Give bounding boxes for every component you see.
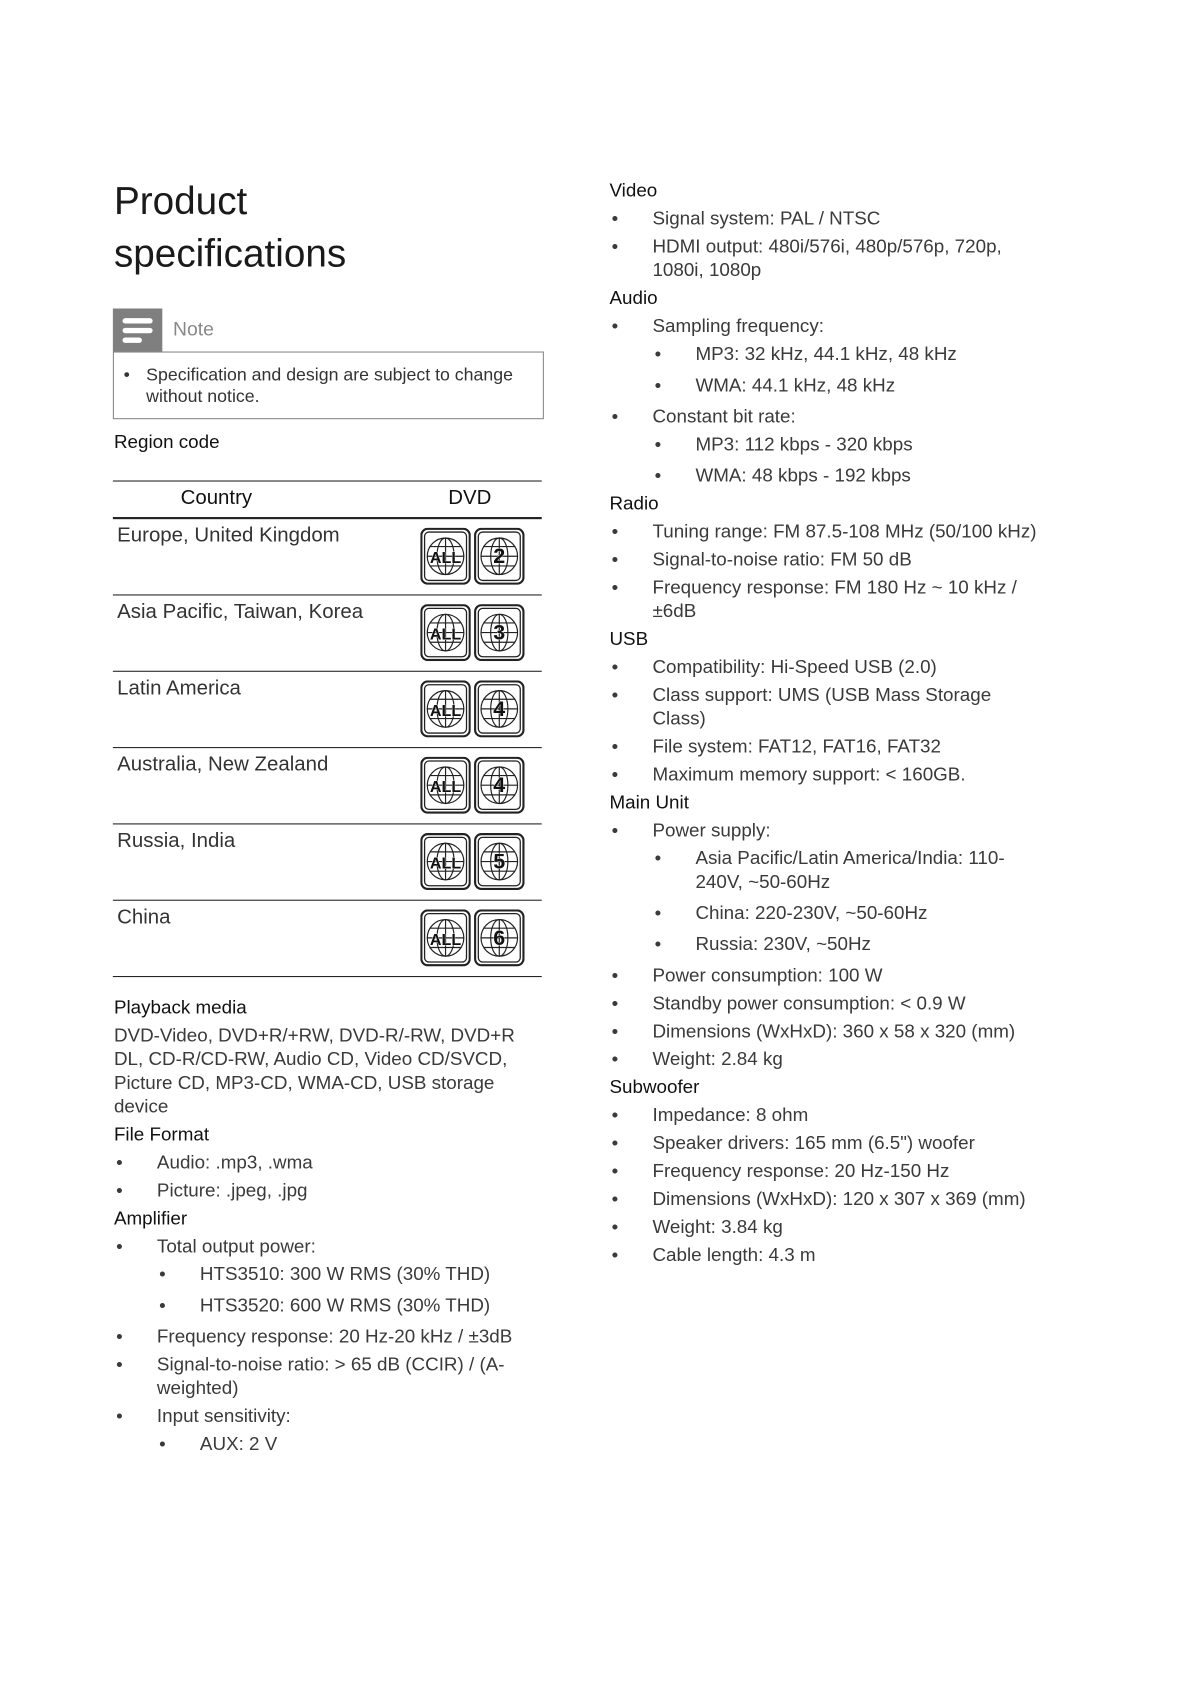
sub-list-item [652, 932, 1039, 956]
list-item-text: Frequency response: FM 180 Hz ~ 10 kHz / ±6dB [652, 576, 1017, 622]
list-item-text: Signal-to-noise ratio: FM 50 dB [652, 548, 912, 570]
list-item [114, 1178, 544, 1202]
sub-list-item-text: WMA: 44.1 kHz, 48 kHz [695, 374, 896, 396]
table-row [113, 824, 542, 900]
title-line-1: Product [113, 178, 248, 223]
bullet: • [611, 235, 619, 257]
list-item [609, 1159, 1039, 1183]
list-item [609, 1131, 1039, 1155]
note-header [113, 308, 543, 351]
section-heading: File Format [113, 1123, 210, 1145]
list-item-text: Power supply: [652, 819, 771, 841]
list-item [609, 206, 1039, 230]
sub-list-item-text: HTS3510: 300 W RMS (30% THD) [199, 1263, 491, 1285]
list-item-text: Signal system: PAL / NTSC [652, 207, 881, 229]
bullet: • [654, 374, 662, 396]
header-country: Country [180, 486, 253, 510]
section-heading: Video [609, 179, 658, 202]
sub-list [157, 1262, 544, 1317]
bullet: • [611, 735, 619, 757]
section-heading: Main Unit [609, 791, 689, 813]
bullet: • [654, 464, 662, 486]
spec-list [609, 519, 1039, 622]
list-item-text: Power consumption: 100 W [652, 964, 883, 986]
list-item-text: Input sensitivity: [156, 1404, 291, 1427]
list-item-text: Cable length: 4.3 m [652, 1243, 816, 1266]
bullet: • [611, 763, 619, 785]
bullet: • [611, 1159, 619, 1182]
country-cell: Asia Pacific, Taiwan, Korea [117, 600, 364, 624]
list-item-text: Audio: .mp3, .wma [156, 1151, 313, 1173]
dvd-region-icons [420, 909, 524, 971]
country-cell: Latin America [117, 677, 241, 700]
bullet: • [611, 1020, 619, 1042]
list-item-text: Maximum memory support: < 160GB. [652, 763, 966, 785]
list-item [114, 1234, 544, 1317]
list-item [114, 1324, 544, 1348]
table-row [113, 748, 542, 824]
region-4-globe-icon [474, 757, 525, 819]
bullet: • [611, 405, 619, 427]
sub-list-item-text: China: 220-230V, ~50-60Hz [695, 901, 928, 924]
bullet: • [611, 1187, 619, 1210]
header-dvd: DVD [448, 486, 492, 510]
list-item [609, 404, 1039, 487]
table-header [113, 480, 542, 519]
list-item-text: Total output power: [156, 1235, 316, 1257]
sub-list-item-text: MP3: 32 kHz, 44.1 kHz, 48 kHz [695, 342, 957, 365]
spec-list [114, 1234, 544, 1455]
svg-text:ALL: ALL [429, 930, 462, 949]
spec-list [609, 655, 1039, 786]
bullet: • [116, 1235, 123, 1257]
right-column-specs [609, 178, 1039, 1266]
svg-text:ALL: ALL [429, 701, 462, 720]
sub-list [652, 342, 1039, 397]
sub-list-item [652, 463, 1039, 487]
bullet: • [159, 1432, 166, 1455]
list-item [609, 519, 1039, 543]
section-heading: Radio [609, 492, 659, 514]
svg-text:2: 2 [493, 544, 506, 569]
bullet: • [116, 1325, 123, 1347]
svg-text:ALL: ALL [429, 625, 462, 644]
dvd-region-icons [420, 604, 524, 666]
table-row [113, 901, 542, 977]
sub-list-item [652, 846, 1039, 893]
region-4-globe-icon [474, 680, 525, 742]
table-row [113, 672, 542, 748]
list-item [114, 1352, 544, 1399]
bullet: • [611, 207, 619, 229]
sub-list-item-text: HTS3520: 600 W RMS (30% THD) [199, 1294, 491, 1316]
list-item [609, 734, 1039, 758]
dvd-region-icons [420, 680, 524, 742]
list-item [609, 1103, 1039, 1127]
list-item [609, 1215, 1039, 1239]
bullet: • [611, 683, 619, 706]
spec-list [609, 206, 1039, 281]
region-5-globe-icon [474, 833, 525, 895]
svg-text:ALL: ALL [429, 778, 462, 797]
list-item-text: Weight: 3.84 kg [652, 1215, 783, 1238]
region-6-globe-icon [474, 909, 525, 971]
spec-list [609, 1103, 1039, 1266]
note-text: Specification and design are subject to change without notice. [146, 365, 513, 407]
list-item [609, 547, 1039, 571]
dvd-region-icons [420, 757, 524, 819]
sub-list-item [652, 901, 1039, 925]
bullet: • [611, 1048, 619, 1070]
region-code-heading: Region code [113, 431, 220, 453]
country-cell: Russia, India [117, 829, 236, 853]
list-item-text: Dimensions (WxHxD): 120 x 307 x 369 (mm) [652, 1187, 1026, 1210]
dvd-region-icons [420, 833, 524, 895]
sub-list-item [652, 432, 1039, 456]
svg-text:3: 3 [493, 620, 506, 645]
list-item-text: Class support: UMS (USB Mass Storage Class) [652, 683, 992, 729]
list-item-text: HDMI output: 480i/576i, 480p/576p, 720p, 1080i, 1080p [652, 235, 1002, 281]
list-item [609, 1019, 1039, 1043]
section-heading: Amplifier [113, 1207, 188, 1229]
list-item-text: Compatibility: Hi-Speed USB (2.0) [652, 655, 937, 678]
bullet: • [611, 520, 619, 542]
table-row [113, 519, 542, 595]
bullet: • [611, 819, 619, 841]
sub-list-item-text: AUX: 2 V [199, 1432, 278, 1455]
bullet: • [611, 314, 619, 337]
list-item [609, 575, 1039, 622]
bullet: • [159, 1294, 166, 1316]
bullet: • [611, 1243, 619, 1266]
bullet: • [654, 847, 662, 869]
region-all-globe-icon [420, 833, 471, 895]
region-code-table [113, 480, 542, 977]
list-item [609, 314, 1039, 397]
bullet: • [611, 992, 619, 1014]
table-row [113, 595, 542, 671]
section-paragraph: DVD-Video, DVD+R/+RW, DVD-R/-RW, DVD+R DL, CD-R/CD-RW, Audio CD, Video CD/SVCD, Picture CD, MP3-CD, WMA-CD, USB storage device [113, 1024, 515, 1117]
sub-list-item [157, 1262, 544, 1286]
section-heading: Subwoofer [609, 1075, 700, 1098]
bullet: • [611, 548, 619, 570]
list-item [609, 991, 1039, 1015]
list-item-text: Frequency response: 20 Hz-150 Hz [652, 1159, 950, 1182]
list-item-text: Tuning range: FM 87.5-108 MHz (50/100 kHz) [652, 520, 1037, 542]
bullet: • [611, 655, 619, 678]
spec-list [609, 314, 1039, 487]
page-title [114, 174, 346, 279]
list-item-text: Weight: 2.84 kg [652, 1048, 783, 1070]
list-item [609, 1047, 1039, 1071]
list-item-text: File system: FAT12, FAT16, FAT32 [652, 735, 941, 757]
list-item-text: Constant bit rate: [652, 405, 796, 427]
region-all-globe-icon [420, 909, 471, 971]
svg-text:ALL: ALL [429, 549, 462, 568]
bullet: • [611, 1215, 619, 1238]
bullet: • [611, 1103, 619, 1126]
svg-text:4: 4 [493, 773, 506, 798]
list-item [609, 234, 1039, 281]
list-item-text: Impedance: 8 ohm [652, 1103, 809, 1126]
country-cell: Australia, New Zealand [117, 753, 329, 777]
bullet: • [611, 1131, 619, 1154]
region-all-globe-icon [420, 528, 471, 590]
list-item [114, 1150, 544, 1174]
section-heading: USB [609, 627, 649, 650]
bullet: • [123, 365, 130, 385]
list-item-text: Dimensions (WxHxD): 360 x 58 x 320 (mm) [652, 1020, 1016, 1042]
sub-list-item [157, 1293, 544, 1317]
list-item [609, 1243, 1039, 1267]
note-box [113, 351, 544, 419]
region-3-globe-icon [474, 604, 525, 666]
svg-text:6: 6 [493, 925, 506, 950]
svg-text:5: 5 [493, 849, 506, 874]
svg-text:ALL: ALL [429, 854, 462, 873]
country-cell: Europe, United Kingdom [117, 524, 340, 548]
list-item-text: Sampling frequency: [652, 314, 824, 337]
sub-list [652, 432, 1039, 487]
region-all-globe-icon [420, 757, 471, 819]
dvd-region-icons [420, 528, 524, 590]
list-item [609, 1187, 1039, 1211]
bullet: • [611, 576, 619, 598]
section-heading: Playback media [113, 996, 247, 1018]
list-item-text: Picture: .jpeg, .jpg [156, 1179, 308, 1201]
left-column-specs [114, 995, 544, 1455]
list-item [609, 762, 1039, 786]
sub-list-item [157, 1432, 544, 1456]
section-heading: Audio [609, 286, 658, 309]
region-all-globe-icon [420, 604, 471, 666]
sub-list-item [652, 373, 1039, 397]
list-item [609, 683, 1039, 730]
note-label: Note [173, 318, 214, 340]
bullet: • [159, 1263, 166, 1285]
bullet: • [654, 342, 662, 365]
sub-list [157, 1432, 544, 1456]
bullet: • [116, 1404, 123, 1427]
region-2-globe-icon [474, 528, 525, 590]
country-cell: China [117, 906, 171, 929]
spec-list [114, 1150, 544, 1202]
sub-list-item-text: Asia Pacific/Latin America/India: 110-240V, ~50-60Hz [695, 847, 1005, 893]
sub-list-item-text: WMA: 48 kbps - 192 kbps [695, 464, 911, 486]
title-line-2: specifications [113, 231, 347, 276]
bullet: • [654, 901, 662, 924]
sub-list [652, 846, 1039, 956]
list-item-text: Speaker drivers: 165 mm (6.5") woofer [652, 1131, 975, 1154]
sub-list-item [652, 342, 1039, 366]
list-item [609, 818, 1039, 956]
region-all-globe-icon [420, 680, 471, 742]
svg-text:4: 4 [493, 696, 506, 721]
list-item [609, 963, 1039, 987]
bullet: • [654, 433, 662, 455]
sub-list-item-text: MP3: 112 kbps - 320 kbps [695, 433, 913, 455]
bullet: • [654, 933, 662, 955]
list-item-text: Standby power consumption: < 0.9 W [652, 992, 966, 1014]
bullet: • [116, 1179, 123, 1201]
spec-list [609, 818, 1039, 1071]
bullet: • [611, 964, 619, 986]
list-item-text: Frequency response: 20 Hz-20 kHz / ±3dB [156, 1325, 513, 1347]
list-item-text: Signal-to-noise ratio: > 65 dB (CCIR) / (A-weighted) [156, 1353, 505, 1399]
note-lines-icon [113, 308, 162, 351]
bullet: • [116, 1151, 123, 1173]
sub-list-item-text: Russia: 230V, ~50Hz [695, 933, 871, 955]
list-item [114, 1404, 544, 1456]
list-item [609, 655, 1039, 679]
bullet: • [116, 1353, 123, 1375]
